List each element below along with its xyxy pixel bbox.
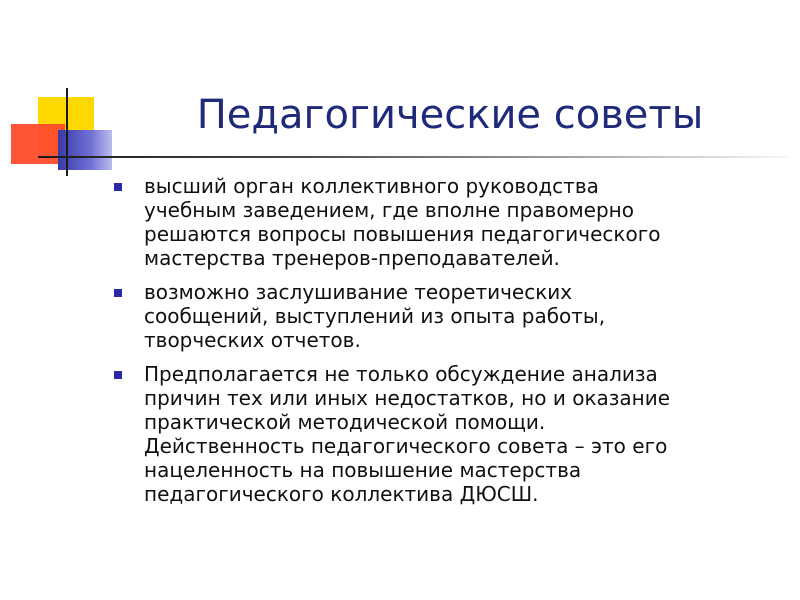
decorative-logo bbox=[0, 0, 130, 190]
bullet-item bbox=[112, 280, 762, 352]
square-bullet-icon bbox=[114, 183, 122, 191]
square-bullet-icon bbox=[114, 371, 122, 379]
logo-vertical-line bbox=[66, 88, 68, 176]
logo-red-square bbox=[11, 124, 65, 164]
bullet-item bbox=[112, 174, 762, 270]
slide-title: Педагогические советы bbox=[196, 92, 704, 138]
bullet-item bbox=[112, 362, 762, 506]
bullet-text: возможно заслушивание теоретических сообщений, выступлений из опыта работы, творческих отчетов. bbox=[144, 280, 606, 352]
bullet-text: высший орган коллективного руководства учебным заведением, где вполне правомерно решаются вопросы повышения педагогического мастерства тренеров-преподавателей. bbox=[144, 174, 661, 270]
title-underline bbox=[38, 156, 788, 158]
bullet-list bbox=[112, 174, 762, 516]
bullet-text: Предполагается не только обсуждение анализа причин тех или иных недостатков, но и оказание практической методической помощи. Действенность педагогического совета – это его нацеленность на повышение мастерства педагогического коллектива ДЮСШ. bbox=[144, 362, 671, 506]
square-bullet-icon bbox=[114, 289, 122, 297]
